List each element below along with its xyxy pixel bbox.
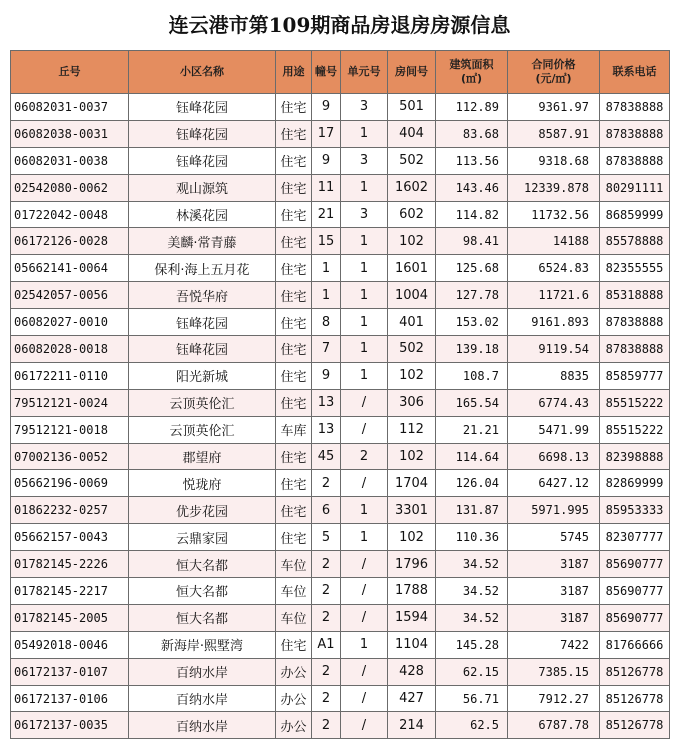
cell-area: 62.5 (436, 712, 508, 739)
cell-building: A1 (312, 631, 341, 658)
cell-community: 百纳水岸 (129, 685, 276, 712)
cell-phone: 85690777 (600, 551, 670, 578)
cell-area: 34.52 (436, 604, 508, 631)
table-row (11, 147, 670, 174)
cell-price: 6774.43 (508, 389, 600, 416)
cell-building: 15 (312, 228, 341, 255)
cell-price: 6524.83 (508, 255, 600, 282)
cell-phone: 87838888 (600, 336, 670, 363)
cell-usage: 住宅 (276, 336, 312, 363)
cell-area: 108.7 (436, 362, 508, 389)
table-row (11, 282, 670, 309)
cell-parcel: 06082027-0010 (11, 309, 129, 336)
cell-room: 102 (388, 524, 436, 551)
cell-unit: / (341, 389, 388, 416)
cell-area: 165.54 (436, 389, 508, 416)
cell-room: 1704 (388, 470, 436, 497)
cell-price: 5745 (508, 524, 600, 551)
cell-unit: / (341, 712, 388, 739)
cell-room: 1796 (388, 551, 436, 578)
cell-price: 7385.15 (508, 658, 600, 685)
cell-phone: 82355555 (600, 255, 670, 282)
table-row (11, 309, 670, 336)
cell-room: 306 (388, 389, 436, 416)
cell-unit: 1 (341, 524, 388, 551)
cell-building: 13 (312, 416, 341, 443)
cell-usage: 住宅 (276, 524, 312, 551)
cell-price: 7912.27 (508, 685, 600, 712)
cell-unit: / (341, 416, 388, 443)
header-area-unit: (㎡) (460, 72, 483, 85)
cell-unit: / (341, 658, 388, 685)
table-row (11, 551, 670, 578)
cell-price: 11721.6 (508, 282, 600, 309)
cell-area: 56.71 (436, 685, 508, 712)
table-row (11, 362, 670, 389)
header-parcel: 丘号 (11, 51, 129, 94)
cell-phone: 82398888 (600, 443, 670, 470)
cell-phone: 85859777 (600, 362, 670, 389)
cell-room: 1788 (388, 578, 436, 605)
cell-price: 8835 (508, 362, 600, 389)
cell-price: 9361.97 (508, 94, 600, 121)
cell-community: 观山源筑 (129, 174, 276, 201)
header-price-unit: (元/㎡) (535, 72, 572, 85)
cell-phone: 82307777 (600, 524, 670, 551)
cell-parcel: 01722042-0048 (11, 201, 129, 228)
cell-community: 悦珑府 (129, 470, 276, 497)
cell-unit: 3 (341, 147, 388, 174)
table-row (11, 201, 670, 228)
cell-community: 百纳水岸 (129, 712, 276, 739)
cell-unit: 1 (341, 120, 388, 147)
cell-unit: 2 (341, 443, 388, 470)
cell-price: 14188 (508, 228, 600, 255)
cell-room: 214 (388, 712, 436, 739)
cell-unit: / (341, 604, 388, 631)
cell-parcel: 05662157-0043 (11, 524, 129, 551)
cell-usage: 住宅 (276, 497, 312, 524)
cell-community: 郡望府 (129, 443, 276, 470)
cell-area: 83.68 (436, 120, 508, 147)
cell-community: 钰峰花园 (129, 336, 276, 363)
cell-usage: 住宅 (276, 389, 312, 416)
cell-unit: / (341, 551, 388, 578)
cell-price: 6787.78 (508, 712, 600, 739)
cell-parcel: 06172126-0028 (11, 228, 129, 255)
cell-area: 112.89 (436, 94, 508, 121)
cell-building: 7 (312, 336, 341, 363)
cell-parcel: 01782145-2005 (11, 604, 129, 631)
cell-phone: 85318888 (600, 282, 670, 309)
table-header (11, 51, 670, 94)
cell-phone: 85126778 (600, 712, 670, 739)
cell-price: 8587.91 (508, 120, 600, 147)
cell-building: 2 (312, 604, 341, 631)
cell-room: 1004 (388, 282, 436, 309)
cell-area: 98.41 (436, 228, 508, 255)
cell-community: 美麟·常青藤 (129, 228, 276, 255)
cell-building: 21 (312, 201, 341, 228)
cell-parcel: 02542080-0062 (11, 174, 129, 201)
cell-parcel: 01862232-0257 (11, 497, 129, 524)
cell-area: 113.56 (436, 147, 508, 174)
header-unit: 单元号 (341, 51, 388, 94)
cell-usage: 车位 (276, 551, 312, 578)
cell-building: 9 (312, 362, 341, 389)
cell-price: 12339.878 (508, 174, 600, 201)
cell-phone: 85690777 (600, 604, 670, 631)
cell-room: 1601 (388, 255, 436, 282)
cell-building: 2 (312, 685, 341, 712)
cell-usage: 住宅 (276, 309, 312, 336)
cell-unit: 1 (341, 282, 388, 309)
cell-parcel: 06082031-0038 (11, 147, 129, 174)
table-row (11, 631, 670, 658)
cell-usage: 住宅 (276, 147, 312, 174)
table-row (11, 255, 670, 282)
cell-community: 阳光新城 (129, 362, 276, 389)
cell-building: 17 (312, 120, 341, 147)
header-area-label: 建筑面积 (449, 58, 494, 71)
cell-parcel: 05662196-0069 (11, 470, 129, 497)
cell-price: 3187 (508, 578, 600, 605)
cell-community: 云顶英伦汇 (129, 389, 276, 416)
cell-phone: 87838888 (600, 309, 670, 336)
cell-parcel: 07002136-0052 (11, 443, 129, 470)
cell-community: 恒大名都 (129, 604, 276, 631)
cell-building: 2 (312, 658, 341, 685)
cell-community: 林溪花园 (129, 201, 276, 228)
cell-parcel: 06082028-0018 (11, 336, 129, 363)
cell-building: 8 (312, 309, 341, 336)
cell-unit: 1 (341, 174, 388, 201)
table-row (11, 174, 670, 201)
cell-usage: 住宅 (276, 282, 312, 309)
cell-room: 401 (388, 309, 436, 336)
cell-usage: 住宅 (276, 228, 312, 255)
table-row (11, 604, 670, 631)
table-row (11, 228, 670, 255)
cell-area: 143.46 (436, 174, 508, 201)
cell-price: 6698.13 (508, 443, 600, 470)
cell-building: 2 (312, 551, 341, 578)
header-community: 小区名称 (129, 51, 276, 94)
cell-phone: 82869999 (600, 470, 670, 497)
cell-room: 102 (388, 443, 436, 470)
cell-phone: 87838888 (600, 120, 670, 147)
cell-parcel: 06082031-0037 (11, 94, 129, 121)
cell-usage: 住宅 (276, 470, 312, 497)
cell-building: 5 (312, 524, 341, 551)
cell-community: 钰峰花园 (129, 120, 276, 147)
cell-area: 145.28 (436, 631, 508, 658)
cell-usage: 住宅 (276, 443, 312, 470)
cell-area: 126.04 (436, 470, 508, 497)
cell-parcel: 06082038-0031 (11, 120, 129, 147)
cell-building: 9 (312, 147, 341, 174)
cell-room: 3301 (388, 497, 436, 524)
header-room: 房间号 (388, 51, 436, 94)
cell-phone: 80291111 (600, 174, 670, 201)
cell-area: 114.64 (436, 443, 508, 470)
listing-table (10, 50, 670, 739)
cell-parcel: 05492018-0046 (11, 631, 129, 658)
table-row (11, 658, 670, 685)
table-row (11, 685, 670, 712)
cell-usage: 住宅 (276, 201, 312, 228)
cell-room: 428 (388, 658, 436, 685)
cell-usage: 住宅 (276, 362, 312, 389)
cell-usage: 住宅 (276, 174, 312, 201)
cell-price: 3187 (508, 604, 600, 631)
header-price (508, 51, 600, 94)
table-row (11, 578, 670, 605)
cell-area: 34.52 (436, 551, 508, 578)
cell-room: 102 (388, 228, 436, 255)
cell-phone: 85515222 (600, 389, 670, 416)
cell-community: 优步花园 (129, 497, 276, 524)
cell-unit: / (341, 578, 388, 605)
table-row (11, 336, 670, 363)
cell-usage: 住宅 (276, 255, 312, 282)
cell-area: 153.02 (436, 309, 508, 336)
cell-building: 2 (312, 578, 341, 605)
cell-unit: 1 (341, 228, 388, 255)
cell-phone: 85126778 (600, 658, 670, 685)
table-row (11, 497, 670, 524)
cell-usage: 住宅 (276, 631, 312, 658)
cell-phone: 85690777 (600, 578, 670, 605)
cell-price: 6427.12 (508, 470, 600, 497)
cell-price: 11732.56 (508, 201, 600, 228)
cell-room: 1594 (388, 604, 436, 631)
cell-community: 钰峰花园 (129, 94, 276, 121)
cell-usage: 办公 (276, 712, 312, 739)
cell-parcel: 06172137-0106 (11, 685, 129, 712)
cell-price: 7422 (508, 631, 600, 658)
cell-price: 9119.54 (508, 336, 600, 363)
cell-unit: / (341, 685, 388, 712)
cell-parcel: 02542057-0056 (11, 282, 129, 309)
cell-unit: 1 (341, 336, 388, 363)
header-phone: 联系电话 (600, 51, 670, 94)
cell-price: 3187 (508, 551, 600, 578)
cell-price: 5971.995 (508, 497, 600, 524)
cell-unit: 1 (341, 497, 388, 524)
cell-parcel: 79512121-0024 (11, 389, 129, 416)
cell-parcel: 79512121-0018 (11, 416, 129, 443)
cell-room: 1104 (388, 631, 436, 658)
cell-building: 2 (312, 470, 341, 497)
cell-community: 恒大名都 (129, 578, 276, 605)
header-price-label: 合同价格 (531, 58, 576, 71)
cell-community: 云鼎家园 (129, 524, 276, 551)
cell-usage: 车位 (276, 578, 312, 605)
cell-room: 102 (388, 362, 436, 389)
cell-area: 139.18 (436, 336, 508, 363)
cell-room: 602 (388, 201, 436, 228)
cell-price: 9161.893 (508, 309, 600, 336)
table-row (11, 416, 670, 443)
cell-building: 6 (312, 497, 341, 524)
cell-area: 110.36 (436, 524, 508, 551)
cell-building: 11 (312, 174, 341, 201)
cell-community: 保利·海上五月花 (129, 255, 276, 282)
cell-phone: 85515222 (600, 416, 670, 443)
cell-area: 127.78 (436, 282, 508, 309)
cell-area: 125.68 (436, 255, 508, 282)
table-row (11, 470, 670, 497)
cell-unit: 3 (341, 201, 388, 228)
cell-unit: 1 (341, 255, 388, 282)
cell-area: 131.87 (436, 497, 508, 524)
cell-usage: 办公 (276, 658, 312, 685)
cell-building: 1 (312, 255, 341, 282)
cell-usage: 办公 (276, 685, 312, 712)
cell-area: 62.15 (436, 658, 508, 685)
page-title: 连云港市第109期商品房退房房源信息 (168, 13, 511, 37)
cell-unit: 1 (341, 362, 388, 389)
cell-price: 5471.99 (508, 416, 600, 443)
cell-community: 云顶英伦汇 (129, 416, 276, 443)
table-row (11, 712, 670, 739)
cell-room: 502 (388, 147, 436, 174)
header-area (436, 51, 508, 94)
cell-phone: 85126778 (600, 685, 670, 712)
cell-building: 9 (312, 94, 341, 121)
cell-unit: 1 (341, 309, 388, 336)
header-building: 幢号 (312, 51, 341, 94)
cell-parcel: 06172137-0107 (11, 658, 129, 685)
header-usage: 用途 (276, 51, 312, 94)
cell-parcel: 01782145-2226 (11, 551, 129, 578)
table-row (11, 443, 670, 470)
cell-phone: 81766666 (600, 631, 670, 658)
cell-building: 13 (312, 389, 341, 416)
cell-usage: 车库 (276, 416, 312, 443)
cell-community: 百纳水岸 (129, 658, 276, 685)
cell-phone: 87838888 (600, 147, 670, 174)
cell-community: 钰峰花园 (129, 309, 276, 336)
cell-parcel: 06172137-0035 (11, 712, 129, 739)
table-body (11, 94, 670, 739)
cell-parcel: 06172211-0110 (11, 362, 129, 389)
cell-community: 恒大名都 (129, 551, 276, 578)
cell-usage: 住宅 (276, 120, 312, 147)
cell-building: 1 (312, 282, 341, 309)
cell-unit: / (341, 470, 388, 497)
cell-room: 427 (388, 685, 436, 712)
table-row (11, 524, 670, 551)
cell-building: 2 (312, 712, 341, 739)
cell-phone: 86859999 (600, 201, 670, 228)
cell-phone: 87838888 (600, 94, 670, 121)
cell-room: 1602 (388, 174, 436, 201)
cell-unit: 3 (341, 94, 388, 121)
cell-parcel: 05662141-0064 (11, 255, 129, 282)
cell-unit: 1 (341, 631, 388, 658)
cell-price: 9318.68 (508, 147, 600, 174)
cell-phone: 85578888 (600, 228, 670, 255)
cell-community: 钰峰花园 (129, 147, 276, 174)
cell-room: 502 (388, 336, 436, 363)
cell-room: 112 (388, 416, 436, 443)
cell-community: 新海岸·熙墅湾 (129, 631, 276, 658)
cell-phone: 85953333 (600, 497, 670, 524)
table-row (11, 94, 670, 121)
table-row (11, 120, 670, 147)
cell-room: 404 (388, 120, 436, 147)
table-row (11, 389, 670, 416)
cell-building: 45 (312, 443, 341, 470)
cell-area: 21.21 (436, 416, 508, 443)
cell-usage: 住宅 (276, 94, 312, 121)
cell-room: 501 (388, 94, 436, 121)
cell-parcel: 01782145-2217 (11, 578, 129, 605)
cell-community: 吾悦华府 (129, 282, 276, 309)
cell-area: 34.52 (436, 578, 508, 605)
cell-usage: 车位 (276, 604, 312, 631)
cell-area: 114.82 (436, 201, 508, 228)
